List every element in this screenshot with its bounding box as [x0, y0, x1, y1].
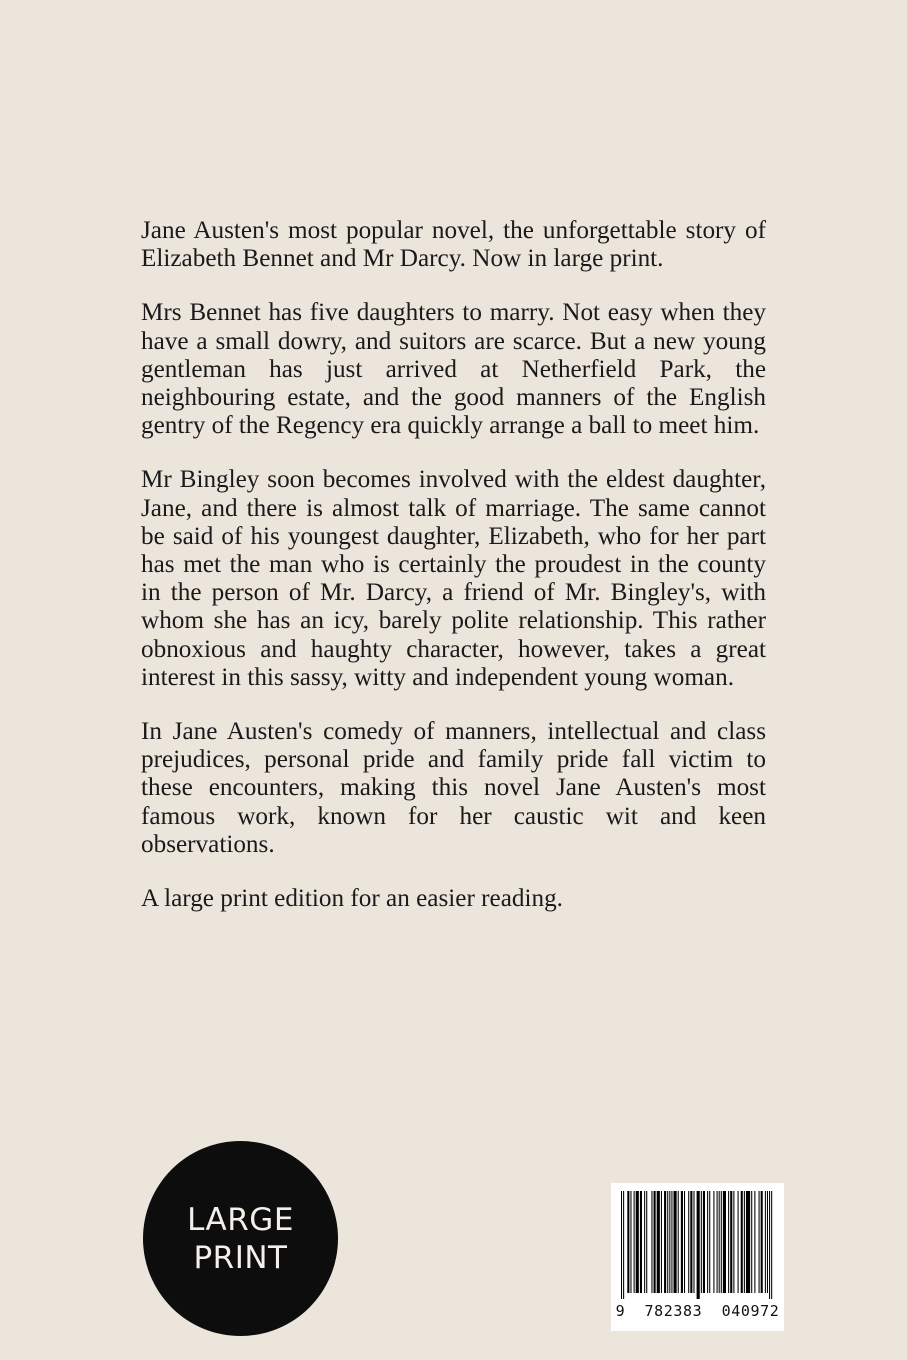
barcode-bar [684, 1191, 685, 1293]
barcode-bar [669, 1191, 670, 1293]
barcode-bar [674, 1191, 677, 1293]
barcode-bar [767, 1191, 768, 1293]
barcode-bar [701, 1191, 702, 1293]
badge-line-2: PRINT [193, 1239, 288, 1276]
barcode-bar [627, 1191, 629, 1293]
barcode-bar [765, 1191, 766, 1293]
blurb-paragraph-1: Jane Austen's most popular novel, the unforgettable story of Elizabeth Bennet and Mr Darcy. Now in large print. [141, 217, 766, 273]
barcode-bar [730, 1191, 732, 1293]
barcode-bar [664, 1191, 666, 1293]
barcode-bar [678, 1191, 679, 1293]
barcode-bar [721, 1191, 722, 1293]
barcode-bar [738, 1191, 739, 1293]
isbn-number: 9 782383 040972 [615, 1302, 780, 1320]
barcode-bar [751, 1191, 752, 1293]
badge-line-1: LARGE [187, 1201, 294, 1238]
barcode-bar [759, 1191, 760, 1293]
barcode-bar [713, 1191, 714, 1293]
blurb-paragraph-4: In Jane Austen's comedy of manners, intellectual and class prejudices, personal pride and family pride fall victim to these encounters, making this novel Jane Austen's most famous work, known for her caustic wit and keen observations. [141, 718, 766, 858]
barcode-bar [709, 1191, 710, 1293]
barcode-bar [651, 1191, 652, 1293]
barcode-bar [654, 1191, 656, 1293]
large-print-badge [143, 1141, 338, 1336]
barcode-bar [681, 1191, 683, 1293]
barcode-bar [634, 1191, 635, 1293]
barcode-bar [646, 1191, 647, 1293]
blurb-paragraph-5: A large print edition for an easier reading. [141, 885, 563, 913]
barcode-bar [717, 1191, 718, 1293]
blurb-paragraph-2: Mrs Bennet has five daughters to marry. Not easy when they have a small dowry, and suitors are scarce. But a new young gentleman has just arrived at Netherfield Park, the neighbouring estate, and the good manners of the English gentry of the Regency era quickly arrange a ball to meet him. [141, 299, 766, 440]
barcode-bar [636, 1191, 639, 1293]
barcode-bar [693, 1191, 694, 1293]
barcode-bar [728, 1191, 729, 1293]
barcode-bar [690, 1191, 692, 1293]
barcode-bar [667, 1191, 668, 1293]
barcode-bar [688, 1191, 689, 1293]
barcode-bar [744, 1191, 745, 1293]
barcode-bar [671, 1191, 672, 1293]
barcode-bar [644, 1191, 645, 1293]
barcode-bar [769, 1191, 770, 1299]
barcode-bar [657, 1191, 660, 1293]
barcode-bar [733, 1191, 734, 1293]
barcode-bar [703, 1191, 705, 1293]
barcode-bars [619, 1191, 776, 1299]
barcode-bar [761, 1191, 763, 1293]
barcode-bar [746, 1191, 750, 1293]
barcode-bar [719, 1191, 720, 1293]
barcode-bar [640, 1191, 642, 1293]
barcode-bar [623, 1191, 624, 1299]
barcode-bar [661, 1191, 662, 1293]
blurb [141, 217, 766, 939]
barcode-bar [630, 1191, 631, 1293]
barcode-bar [697, 1191, 700, 1299]
barcode-bar [771, 1191, 772, 1299]
barcode-bar [723, 1191, 726, 1293]
barcode-bar [741, 1191, 743, 1293]
barcode-bar [621, 1191, 622, 1299]
blurb-paragraph-3: Mr Bingley soon becomes involved with the eldest daughter, Jane, and there is almost talk of marriage. The same cannot be said of his youngest daughter, Elizabeth, who for her part has met the man who is certainly the proudest in the county in the person of Mr. Darcy, a friend of Mr. Bingley's, with whom she has an icy, barely polite relationship. This rather obnoxious and haughty character, however, takes a great interest in this sassy, witty and independent young woman. [141, 466, 766, 691]
barcode-bar [754, 1191, 755, 1293]
barcode-bar [707, 1191, 708, 1293]
barcode [611, 1183, 784, 1331]
